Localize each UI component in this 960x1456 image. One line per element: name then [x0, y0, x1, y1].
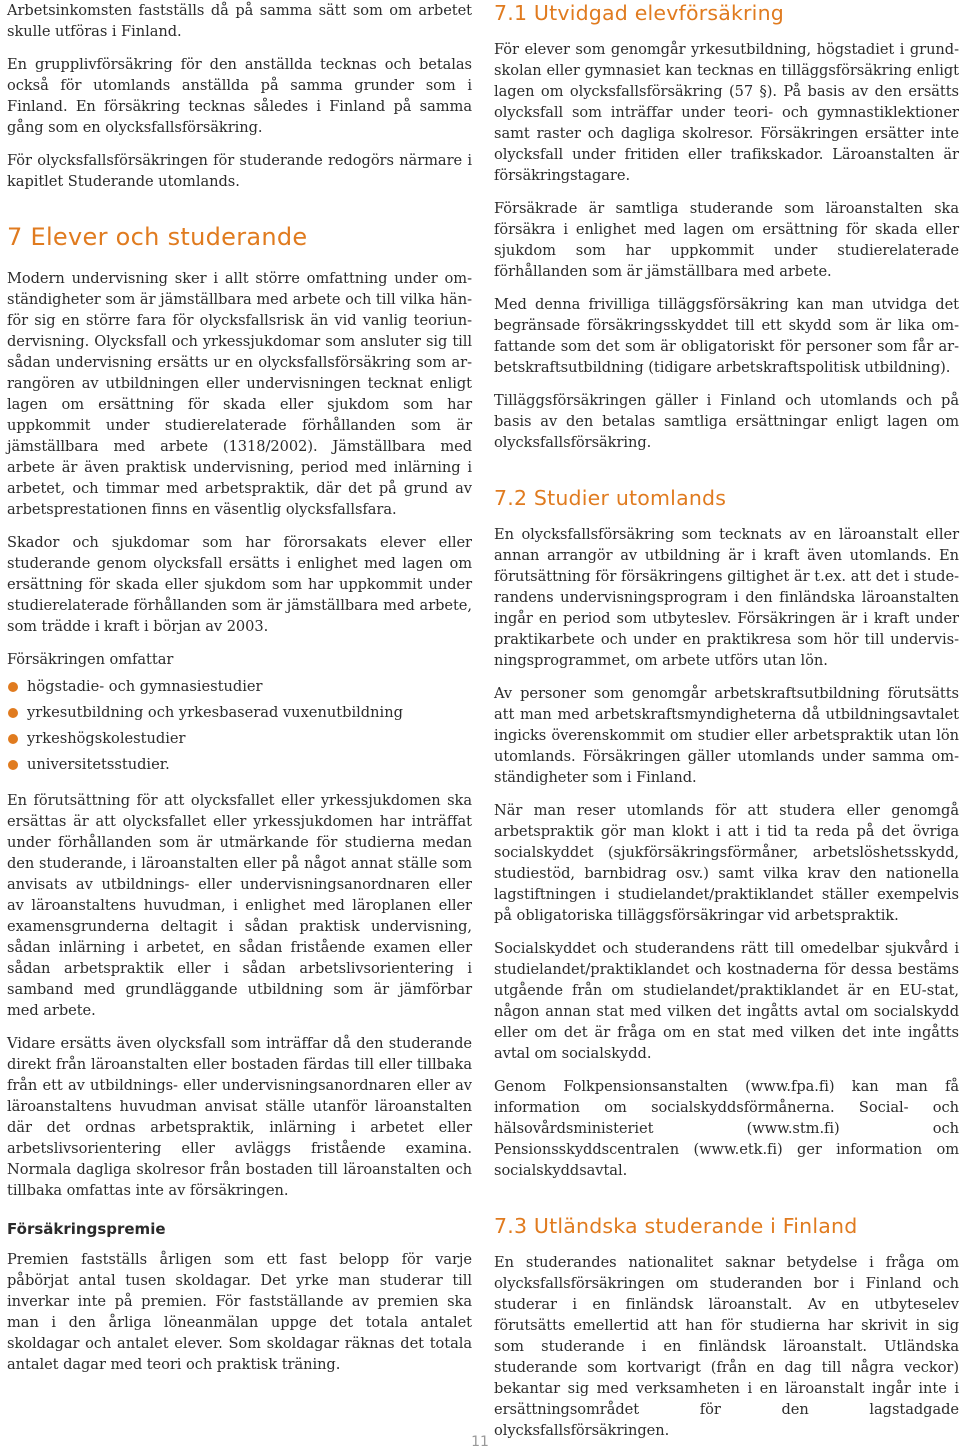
bullet-dot-icon — [8, 760, 18, 770]
coverage-list — [7, 674, 472, 778]
list-item — [7, 752, 472, 778]
list-item-text: yrkeshögskolestudier — [27, 730, 186, 747]
section-7-1-paragraph-3: Med denna frivilliga tilläggsförsäkring kan man utvidga det begränsade försäkringsskyddet till ett skydd som är lika omfattande som det som är obligatoriskt för personer som får arbetskraftsutbildning (tidigare arbetskraftspolitisk utbildning). — [494, 296, 959, 376]
chapter-heading: 7 Elever och studerande — [7, 223, 308, 251]
coverage-intro: Försäkringen omfattar — [7, 651, 174, 668]
list-item-text: universitetsstudier. — [27, 756, 170, 773]
body-paragraph-5: Vidare ersätts även olycksfall som inträffar då den studerande direkt från läroanstalten eller bostaden färdas till eller tillbaka från ett av utbildnings- eller undervisningsanordnaren eller av läroanstaltens huvudman anvisat ställe utanför läroanstalten där det ordnas arbetspraktik, inlärning i arbetet eller arbetslivsorientering eller avläggs fristående examina. Normala dagliga skolresor från bostaden till läroanstalten och tillbaka omfattas inte av försäkringen. — [7, 1035, 472, 1199]
bullet-dot-icon — [8, 682, 18, 692]
body-paragraph-1: Modern undervisning sker i allt större omfattning under omständigheter som är jämställbara med arbete och till vilka hänför sig en större fara för olycksfallsrisk än vid vanlig teoriundervisning. Olycksfall och yrkessjukdomar som ansluter sig till sådan undervisning ersätts ur en olycksfallsförsäkring som arrangören av utbildningen eller undervisningen tecknat enligt lagen om ersättning för skada eller sjukdom som har uppkommit under studierelaterade förhållanden som är jämställbara med arbete (1318/2002). Jämställbara med arbete är även praktisk undervisning, period med inlärning i arbetet, och timmar med arbetspraktik, där det på grund av arbetsprestationen finns en väsentlig olycksfallsfara. — [7, 270, 472, 518]
body-paragraph-2: Skador och sjukdomar som har förorsakats elever eller studerande genom olycksfall ersätts i enlighet med lagen om ersättning för skada eller sjukdom som har uppkommit under studierelaterade förhållanden som är jämställbara med arbete, som trädde i kraft i början av 2003. — [7, 534, 472, 635]
intro-paragraph-1: Arbetsinkomsten fastställs då på samma sätt som om arbetet skulle utföras i Finland. — [7, 2, 472, 40]
bullet-dot-icon — [8, 734, 18, 744]
intro-paragraph-2: En grupplivförsäkring för den anställda tecknas och betalas också för utomlands anställda på samma grunder som i Finland. En försäkring tecknas således i Finland på samma gång som en olycksfallsförsäkring. — [7, 56, 472, 136]
section-7-2-paragraph-2: Av personer som genomgår arbetskraftsutbildning förutsätts att man med arbetskraftsmyndigheterna då utbildningsavtalet ingicks överenskommit om studier eller arbetspraktik utan lön utomlands. Försäkringen gäller utomlands under samma omständigheter som i Finland. — [494, 685, 959, 786]
premium-subheading: Försäkringspremie — [7, 1220, 166, 1238]
list-item — [7, 674, 472, 700]
page-number: 11 — [471, 1434, 489, 1450]
section-7-2-paragraph-1: En olycksfallsförsäkring som tecknats av en läroanstalt eller annan arrangör av utbildning är i kraft även utomlands. En förutsättning för försäkringens giltighet är t.ex. att det i studerandens undervisningsprogram i den finländska läroanstalten ingår en period som utbyteslev. Försäkringen är i kraft under praktikarbete och under en praktikresa som hör till undervisningsprogrammet, om arbete utförs utan lön. — [494, 526, 959, 669]
left-column — [7, 0, 472, 1387]
section-heading-7-1: 7.1 Utvidgad elevförsäkring — [494, 1, 784, 25]
section-7-1-paragraph-1: För elever som genomgår yrkesutbildning, högstadiet i grundskolan eller gymnasiet kan tecknas en tilläggsförsäkring enligt lagen om olycksfallsförsäkring (57 §). På basis av den ersätts olycksfall som inträffar under teori- och gymnastiklektioner samt raster och dagliga skolresor. Försäkringen ersätter inte olycksfall under fritiden eller trafikskador. Läroanstalten är försäkringstagare. — [494, 41, 959, 184]
right-column — [494, 0, 959, 1453]
section-7-2-paragraph-4: Socialskyddet och studerandens rätt till omedelbar sjukvård i studielandet/praktiklandet och kostnaderna för dessa bestäms utgående från om studielandet/praktiklandet är en EU-stat, någon annan stat med vilken det ingåtts avtal om socialskydd eller om det är fråga om en stat med vilken det inte ingåtts avtal om socialskydd. — [494, 940, 959, 1062]
section-heading-7-3: 7.3 Utländska studerande i Finland — [494, 1214, 858, 1238]
section-7-1-paragraph-4: Tilläggsförsäkringen gäller i Finland och utomlands och på basis av den betalas samtliga ersättningar enligt lagen om olycksfallsförsäkring. — [494, 392, 959, 451]
body-paragraph-4: En förutsättning för att olycksfallet eller yrkessjukdomen ska ersättas är att olycksfallet eller yrkessjukdomen har inträffat under förhållanden som är utmärkande för studierna medan den studerande, i läroanstalten eller på något annat ställe som anvisats av utbildnings- eller undervisningsanordnaren eller av läroanstaltens huvudman, i enlighet med läroplanen eller examensgrunderna deltagit i sådan praktisk undervisning, sådan inlärning i arbetet, en sådan fristående examen eller sådan arbetspraktik eller i sådan arbetslivsorientering i samband med grundläggande utbildning som är jämförbar med arbete. — [7, 792, 472, 1019]
premium-paragraph: Premien fastställs årligen som ett fast belopp för varje påbörjat antal tusen skoldagar. Det yrke man studerar till inverkar inte på premien. För fastställande av premien ska man i den årliga löneanmälan uppge det totala antalet skoldagar och antalet elever. Som skoldagar räknas det totala antalet dagar med teori och praktisk träning. — [7, 1251, 472, 1373]
list-item-text: högstadie- och gymnasiestudier — [27, 678, 263, 695]
list-item-text: yrkesutbildning och yrkesbaserad vuxenutbildning — [27, 704, 403, 721]
section-7-3-paragraph-1: En studerandes nationalitet saknar betydelse i fråga om olycksfallsförsäkringen om studeranden bor i Finland och studerar i en finländsk läroanstalt. Av en utbyteselev förutsätts emellertid att han för studierna har skrivit in sig som studerande i en finländsk läroanstalt. Utländska studerande som kortvarigt (från en dag till några veckor) bekantar sig med verksamheten i en läroanstalt ingår inte i ersättningsområdet för den lagstadgade olycksfallsförsäkringen. — [494, 1254, 959, 1439]
section-heading-7-2: 7.2 Studier utomlands — [494, 486, 727, 510]
list-item — [7, 700, 472, 726]
section-7-1-paragraph-2: Försäkrade är samtliga studerande som läroanstalten ska försäkra i enlighet med lagen om ersättning för skada eller sjukdom som har uppkommit under studierelaterade förhållanden som är jämställbara med arbete. — [494, 200, 959, 280]
intro-paragraph-3: För olycksfallsförsäkringen för studerande redogörs närmare i kapitlet Studerande utomlands. — [7, 152, 472, 190]
list-item — [7, 726, 472, 752]
section-7-2-paragraph-5: Genom Folkpensionsanstalten (www.fpa.fi) kan man få information om socialskyddsförmånerna. Social- och hälsovårdsministeriet (www.stm.fi) och Pensionsskyddscentralen (www.etk.fi) ger information om socialskyddsavtal. — [494, 1078, 959, 1179]
section-7-2-paragraph-3: När man reser utomlands för att studera eller genomgå arbetspraktik gör man klokt i att i tid ta reda på det övriga socialskyddet (sjukförsäkringsförmåner, arbetslöshetsskydd, studiestöd, barnbidrag osv.) samt vilka krav den nationella lagstiftningen i studielandet/praktiklandet ställer exempelvis på obligatoriska tilläggsförsäkringar vid arbetspraktik. — [494, 802, 959, 924]
bullet-dot-icon — [8, 708, 18, 718]
